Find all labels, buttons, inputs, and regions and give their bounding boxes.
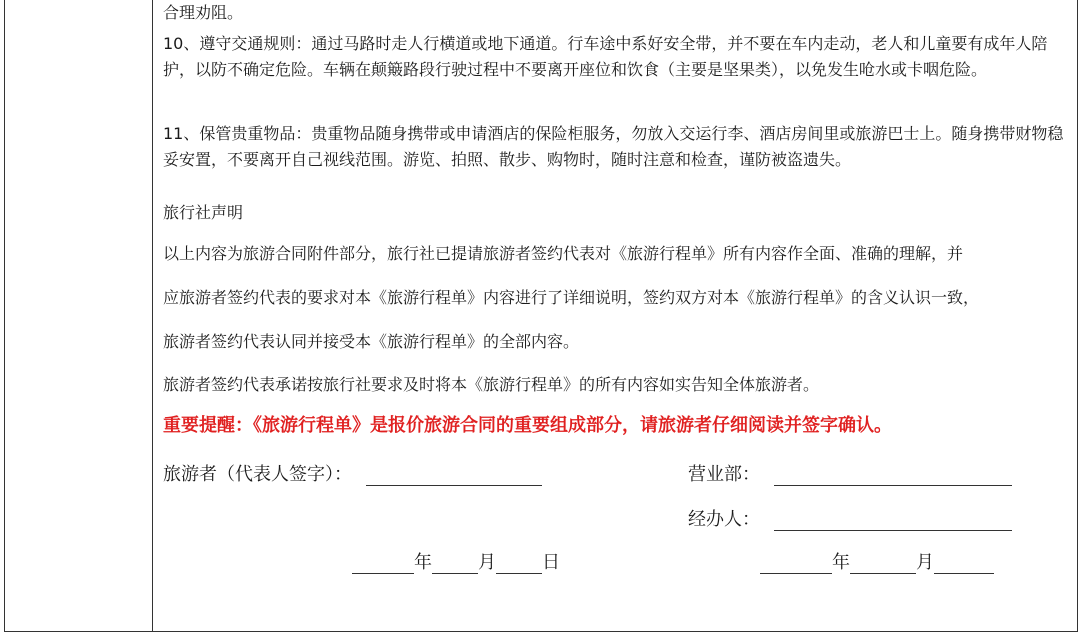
year-label: 年	[832, 552, 850, 573]
document-frame	[4, 0, 1078, 632]
department-field[interactable]	[774, 464, 1012, 486]
statement-line: 以上内容为旅游合同附件部分，旅行社已提请旅游者签约代表对《旅游行程单》所有内容作全面、准确的理解，并	[163, 244, 964, 263]
traveler-signature-row	[163, 460, 542, 486]
day-label: 日	[542, 552, 560, 573]
handler-label: 经办人：	[688, 509, 760, 530]
year-field[interactable]	[352, 552, 414, 574]
continued-line: 合理劝阻。	[163, 3, 244, 22]
day-field[interactable]	[496, 552, 542, 574]
month-field[interactable]	[432, 552, 478, 574]
handler-row	[688, 505, 1012, 531]
month-label: 月	[478, 552, 496, 573]
agency-date-row	[760, 548, 994, 574]
statement-line: 旅游者签约代表认同并接受本《旅游行程单》的全部内容。	[163, 332, 580, 351]
month-label: 月	[916, 552, 934, 573]
statement-line: 应旅游者签约代表的要求对本《旅游行程单》内容进行了详细说明，签约双方对本《旅游行程单》的含义认识一致，	[163, 288, 980, 307]
traveler-date-row	[352, 548, 560, 574]
important-reminder: 重要提醒：《旅游行程单》是报价旅游合同的重要组成部分，请旅游者仔细阅读并签字确认。	[163, 415, 892, 436]
column-divider	[152, 0, 153, 632]
statement-title: 旅行社声明	[163, 203, 244, 222]
month-field[interactable]	[850, 552, 916, 574]
year-field[interactable]	[760, 552, 832, 574]
traveler-signature-label: 旅游者（代表人签字）：	[163, 464, 352, 485]
month-trailing-field[interactable]	[934, 552, 994, 574]
item-10: 10、遵守交通规则：通过马路时走人行横道或地下通道。行车途中系好安全带，并不要在车内走动，老人和儿童要有成年人陪护，以防不确定危险。车辆在颠簸路段行驶过程中不要离开座位和饮食（主要是坚果类），以免发生呛水或卡咽危险。	[163, 34, 1048, 79]
year-label: 年	[414, 552, 432, 573]
department-row	[688, 460, 1012, 486]
item-11: 11、保管贵重物品：贵重物品随身携带或申请酒店的保险柜服务，勿放入交运行李、酒店房间里或旅游巴士上。随身携带财物稳妥安置，不要离开自己视线范围。游览、拍照、散步、购物时，随时注意和检查，谨防被盗遗失。	[163, 124, 1064, 169]
handler-field[interactable]	[774, 509, 1012, 531]
department-label: 营业部：	[688, 464, 760, 485]
statement-line: 旅游者签约代表承诺按旅行社要求及时将本《旅游行程单》的所有内容如实告知全体旅游者。	[163, 375, 820, 394]
traveler-signature-field[interactable]	[366, 464, 542, 486]
